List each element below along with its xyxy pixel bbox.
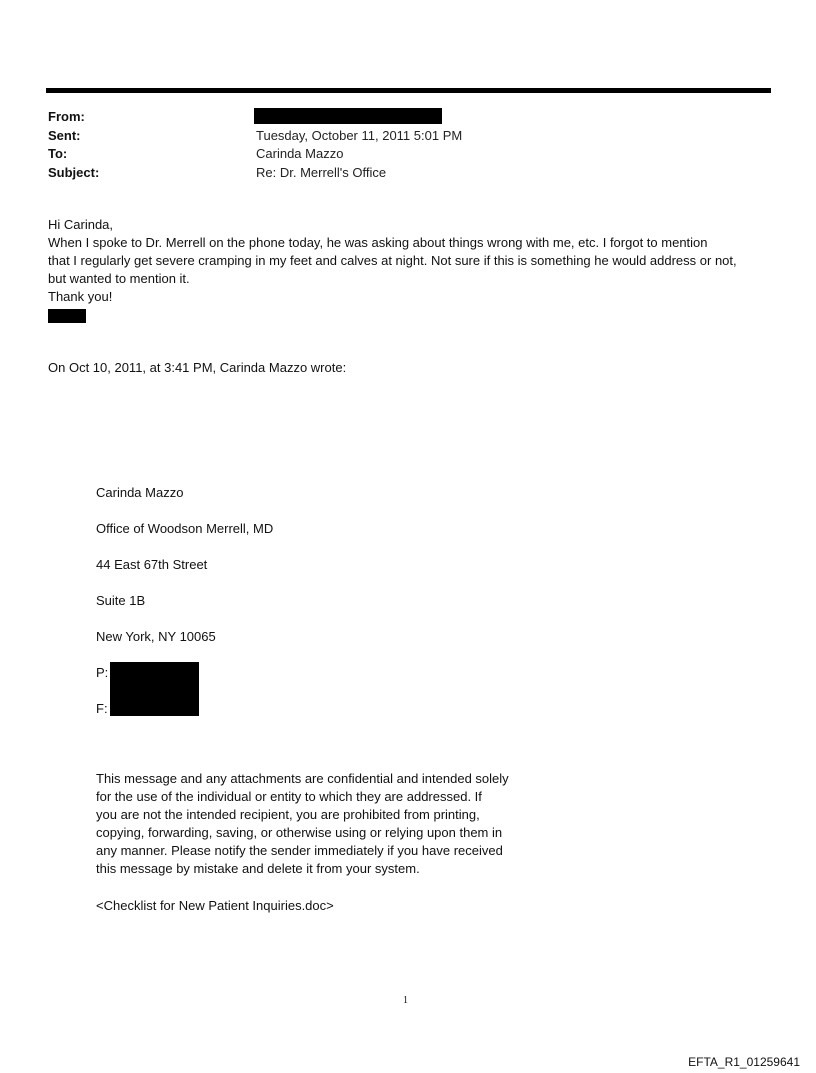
email-header <box>48 108 768 182</box>
page-number: 1 <box>403 995 408 1006</box>
signature-city: New York, NY 10065 <box>96 629 216 644</box>
message-body <box>48 216 778 328</box>
disclaimer-line: you are not the intended recipient, you are prohibited from printing, <box>96 807 480 822</box>
disclaimer-line: This message and any attachments are confidential and intended solely <box>96 771 509 786</box>
sent-row <box>48 127 768 146</box>
from-label: From: <box>48 109 85 124</box>
signature-name: Carinda Mazzo <box>96 485 184 500</box>
from-redaction <box>254 108 442 124</box>
disclaimer-line: for the use of the individual or entity to which they are addressed. If <box>96 789 482 804</box>
subject-label: Subject: <box>48 164 100 180</box>
header-rule <box>46 88 771 93</box>
signature-street: 44 East 67th Street <box>96 557 208 572</box>
quote-intro: On Oct 10, 2011, at 3:41 PM, Carinda Mazzo wrote: <box>48 360 347 375</box>
greeting: Hi Carinda, <box>48 217 114 232</box>
disclaimer-line: copying, forwarding, saving, or otherwise using or relying upon them in <box>96 825 503 840</box>
signature-block <box>96 484 273 664</box>
signature-suite: Suite 1B <box>96 593 146 608</box>
sender-name-redaction <box>48 309 86 323</box>
signature-office: Office of Woodson Merrell, MD <box>96 521 274 536</box>
attachment-reference: <Checklist for New Patient Inquiries.doc> <box>96 898 334 913</box>
fax-label: F: <box>96 701 108 716</box>
document-id: EFTA_R1_01259641 <box>688 1055 800 1069</box>
body-line-2: that I regularly get severe cramping in my feet and calves at night. Not sure if this is something he would address or not, <box>48 253 737 268</box>
to-row <box>48 145 768 164</box>
from-row <box>48 108 768 127</box>
disclaimer-line: this message by mistake and delete it from your system. <box>96 861 420 876</box>
subject-value: Re: Dr. Merrell's Office <box>256 164 387 180</box>
subject-row <box>48 164 768 183</box>
body-line-3: but wanted to mention it. <box>48 271 190 286</box>
sent-label: Sent: <box>48 127 81 143</box>
body-line-1: When I spoke to Dr. Merrell on the phone today, he was asking about things wrong with me, etc. I forgot to mention <box>48 235 708 250</box>
confidentiality-disclaimer <box>96 770 536 878</box>
to-label: To: <box>48 146 68 161</box>
disclaimer-line: any manner. Please notify the sender immediately if you have received <box>96 843 503 858</box>
phone-fax-block <box>96 662 206 716</box>
to-value: Carinda Mazzo <box>256 146 344 161</box>
closing: Thank you! <box>48 289 113 304</box>
phone-label: P: <box>96 665 109 680</box>
sent-value: Tuesday, October 11, 2011 5:01 PM <box>256 127 463 143</box>
phone-fax-redaction <box>110 662 199 716</box>
